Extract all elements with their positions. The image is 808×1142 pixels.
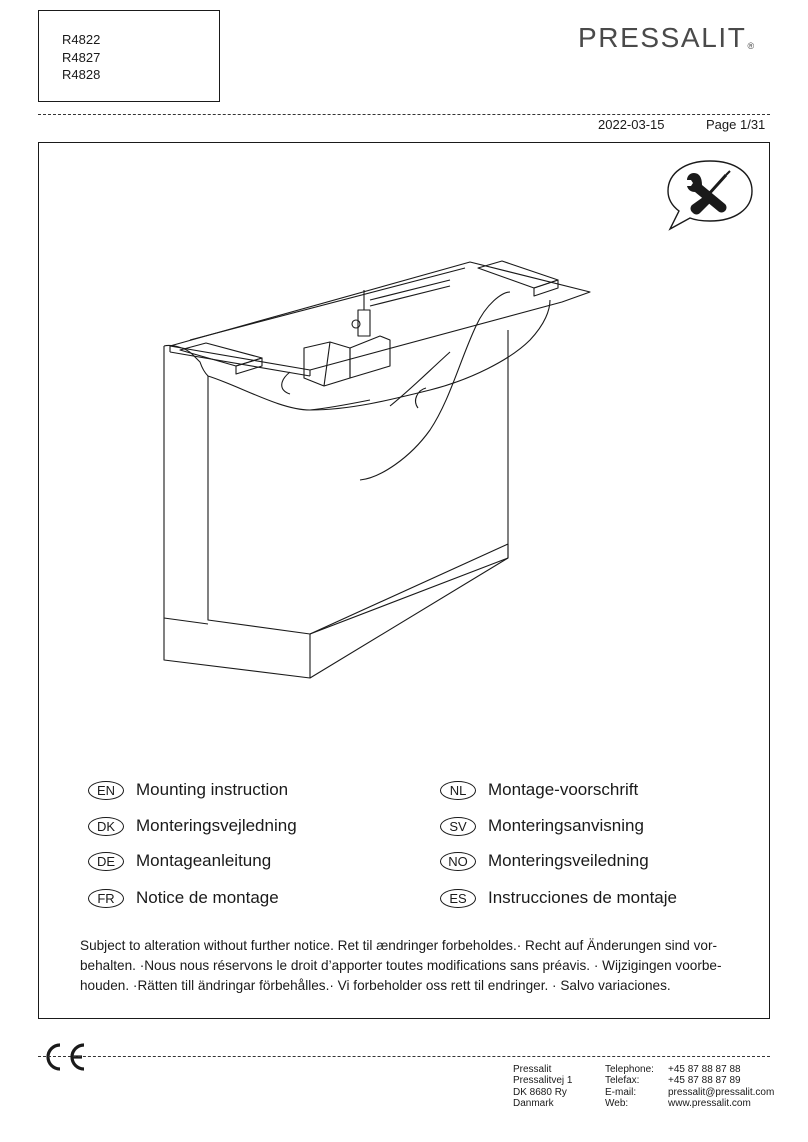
model-number-box	[38, 10, 220, 102]
language-row-dk	[88, 816, 297, 836]
address-line: Danmark	[513, 1098, 554, 1110]
page-number: Page 1/31	[706, 117, 766, 132]
notice-line: houden. ·Rätten till ändringar förbehålles.· Vi forbeholder oss rett til endringer. · Salvo variaciones.	[80, 978, 671, 993]
header-divider	[38, 114, 770, 115]
contact-label: Telefax:	[605, 1075, 640, 1087]
website-link[interactable]: www.pressalit.com	[668, 1098, 751, 1110]
telefax-value: +45 87 88 87 89	[668, 1075, 741, 1087]
language-code-badge: ES	[440, 889, 476, 908]
footer-contact-labels	[605, 1064, 654, 1110]
wrench-screwdriver-icon	[660, 155, 760, 235]
notice-line: Subject to alteration without further notice. Ret til ændringer forbeholdes.· Recht auf Änderungen sind vor-	[80, 938, 717, 953]
registered-mark: ®	[747, 41, 755, 51]
language-row-fr	[88, 888, 279, 908]
language-title: Monteringsveiledning	[488, 851, 649, 870]
language-code-badge: EN	[88, 781, 124, 800]
language-row-nl	[440, 780, 638, 800]
product-illustration	[150, 240, 610, 680]
alteration-notice	[80, 936, 740, 996]
language-row-sv	[440, 816, 644, 836]
language-code-badge: SV	[440, 817, 476, 836]
language-title: Monteringsanvisning	[488, 816, 644, 835]
model-number: R4827	[62, 49, 101, 65]
contact-label: E-mail:	[605, 1086, 637, 1098]
footer-contact-values	[668, 1064, 774, 1110]
address-line: Pressalitvej 1	[513, 1075, 573, 1087]
language-code-badge: NL	[440, 781, 476, 800]
telephone-value: +45 87 88 87 88	[668, 1064, 741, 1075]
language-row-de	[88, 851, 271, 871]
notice-line: behalten. ·Nous nous réservons le droit d’apporter toutes modifications sans préavis. · Wijzigingen voorbe-	[80, 958, 722, 973]
footer-divider	[38, 1056, 770, 1057]
address-line: DK 8680 Ry	[513, 1086, 567, 1098]
email-link[interactable]: pressalit@pressalit.com	[668, 1086, 775, 1098]
model-number: R4822	[62, 32, 101, 47]
language-title: Notice de montage	[136, 888, 279, 907]
language-title: Monteringsvejledning	[136, 816, 297, 835]
contact-label: Telephone:	[605, 1064, 654, 1075]
language-title: Mounting instruction	[136, 780, 289, 799]
language-row-no	[440, 851, 649, 871]
footer-address	[513, 1064, 572, 1110]
language-title: Montageanleitung	[136, 851, 272, 870]
ce-mark-icon	[40, 1040, 88, 1074]
brand-name: PRESSALIT	[578, 22, 747, 53]
model-number: R4828	[62, 67, 101, 82]
language-code-badge: NO	[440, 852, 476, 871]
language-title: Montage-voorschrift	[488, 780, 639, 799]
language-code-badge: FR	[88, 889, 124, 908]
language-title: Instrucciones de montaje	[488, 888, 677, 907]
language-row-es	[440, 888, 677, 908]
language-row-en	[88, 780, 288, 800]
address-line: Pressalit	[513, 1064, 552, 1075]
document-date: 2022-03-15	[598, 117, 665, 132]
language-code-badge: DE	[88, 852, 124, 871]
language-code-badge: DK	[88, 817, 124, 836]
brand-logo	[578, 22, 754, 54]
contact-label: Web:	[605, 1098, 629, 1110]
